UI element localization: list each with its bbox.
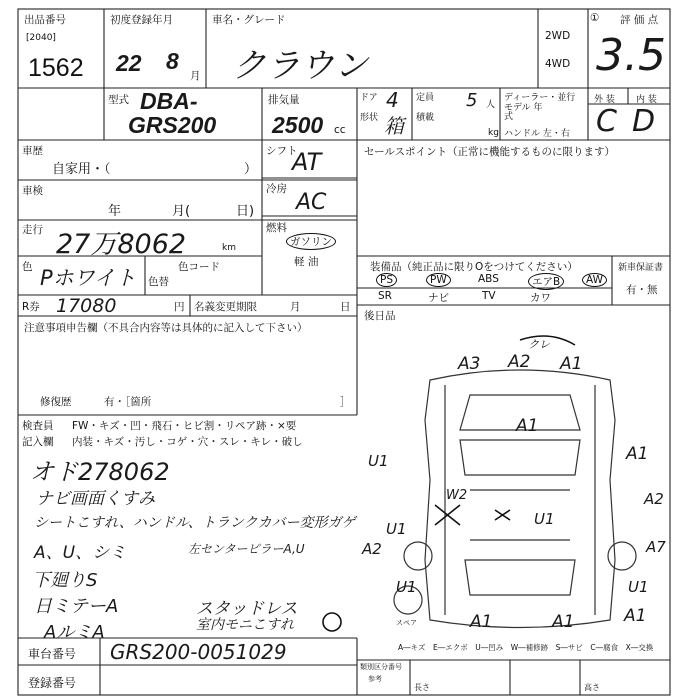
shift-label: シフト	[266, 145, 298, 157]
note-alloy: AルミA	[44, 622, 105, 643]
registration-year: 22	[116, 50, 142, 76]
diagram-mark: A1	[516, 416, 539, 436]
displacement-value: 2500	[272, 112, 324, 138]
interior-grade: D	[632, 104, 656, 139]
model-year-label: モデル 年式	[504, 103, 543, 122]
diagram-mark: A1	[624, 606, 647, 626]
fuel-label: 燃料	[266, 222, 287, 234]
diagram-mark: U1	[396, 578, 417, 596]
recycle-unit: 円	[174, 301, 185, 313]
drive-4wd: 4WD	[545, 58, 571, 70]
note-pillar: 左センターピラーA,U	[188, 542, 305, 556]
mileage-label: 走行	[22, 224, 43, 236]
chassis-label: 車台番号	[28, 647, 77, 661]
displacement-unit: cc	[334, 124, 346, 136]
diagram-top-note: クレ	[528, 338, 550, 351]
inspector-line-1: FW・キズ・凹・飛石・ヒビ割・リペア跡・×要	[72, 420, 297, 432]
interior-label: 内 装	[636, 95, 657, 105]
color-value: Pホワイト	[40, 266, 137, 290]
odometer-note: オド278062	[30, 458, 170, 486]
car-name: クラウン	[232, 46, 368, 86]
note-au: A、U、シミ	[34, 543, 127, 563]
equipment-label: 装備品（純正品に限りOをつけてください）	[370, 261, 578, 273]
spare-label: スペア	[396, 619, 417, 627]
load-unit: kg	[488, 128, 499, 138]
capacity-unit: 人	[486, 100, 496, 110]
later-items-label: 後日品	[364, 310, 396, 322]
equip-abs: ABS	[478, 273, 499, 285]
capacity-label: 定員	[416, 93, 435, 103]
repair-history-close: ］	[340, 396, 351, 408]
lot-sub-code: [2040]	[26, 33, 56, 43]
new-car-warranty-value: 有・無	[626, 284, 658, 296]
diagram-mark: A1	[552, 612, 575, 632]
diagram-mark: W2	[446, 488, 468, 503]
model-type-label: 型式	[108, 94, 129, 106]
displacement-label: 排気量	[268, 94, 300, 106]
ac-value: AC	[296, 190, 327, 215]
inspection-label: 車検	[22, 185, 43, 197]
footer-small-label-2: 参考	[368, 675, 382, 683]
new-car-warranty-label: 新車保証書	[618, 263, 664, 273]
diagram-mark: A1	[560, 354, 583, 374]
inspection-year: 年	[108, 204, 122, 219]
shape-value: 箱	[384, 114, 404, 138]
car-diagram	[394, 370, 636, 628]
diagram-mark: A3	[458, 354, 481, 374]
history-label: 車歴	[22, 145, 43, 157]
equip-ps: PS	[376, 273, 397, 287]
note-monitor: 室内モニこすれ	[196, 617, 294, 633]
inspector-label: 検査員	[22, 420, 54, 432]
inspection-month: 月(	[172, 204, 191, 219]
diagram-mark: A7	[646, 538, 666, 556]
equip-tv: TV	[482, 290, 496, 302]
equip-leather: カワ	[530, 292, 551, 304]
history-close: ）	[244, 162, 258, 177]
equip-sr: SR	[378, 290, 392, 302]
doors-value: 4	[386, 88, 399, 112]
registration-month: 8	[166, 48, 179, 74]
grade-label: 評 価 点	[620, 14, 659, 26]
recycle-value: 17080	[56, 295, 117, 317]
note-studless: スタッドレス	[196, 599, 298, 619]
registration-month-unit: 月	[190, 70, 201, 82]
mileage-value: 27万8062	[56, 229, 187, 260]
fuel-diesel: 軽 油	[294, 256, 319, 268]
fuel-petrol: ガソリン	[286, 233, 336, 250]
shape-label: 形状	[360, 113, 379, 123]
footer-height-label: 高さ	[584, 683, 600, 692]
diagram-mark: U1	[368, 452, 389, 470]
car-name-label: 車名・グレード	[212, 14, 286, 26]
chassis-number: GRS200-0051029	[110, 640, 287, 664]
diagram-mark: U1	[386, 520, 407, 538]
footer-length-label: 長さ	[414, 683, 430, 692]
registration-number-label: 登録番号	[28, 676, 77, 690]
lot-number: 1562	[28, 54, 84, 82]
diagram-mark: A2	[362, 540, 382, 558]
inspector-line-2: 内装・キズ・汚し・コゲ・穴・スレ・キレ・破し	[72, 436, 303, 448]
model-type-prefix: DBA-	[140, 88, 198, 114]
entry-label: 記入欄	[22, 436, 54, 448]
model-type-code: GRS200	[128, 112, 217, 138]
footer-small-label-1: 類別区分番号	[360, 663, 402, 671]
note-navi: ナビ画面くすみ	[36, 489, 155, 509]
repair-history-label: 修復歴	[40, 396, 72, 408]
color-code-label: 色コード	[178, 261, 220, 273]
diagram-mark: U1	[628, 578, 649, 596]
diagram-legend: A―キズ E―エクボ U―凹み W―補修跡 S―サビ C―腐食 X―交換	[398, 643, 654, 652]
selling-point-label: セールスポイント（正常に機能するものに限ります）	[364, 146, 616, 158]
drive-2wd: 2WD	[545, 30, 571, 42]
first-registration-label: 初度登録年月	[110, 14, 173, 26]
exterior-grade: C	[596, 104, 617, 139]
note-tail: 日ミテーA	[34, 596, 119, 617]
dealer-label: ディーラー・並行	[504, 93, 576, 103]
diagram-mark: U1	[534, 510, 555, 528]
equip-pw: PW	[426, 273, 451, 287]
equip-aw: AW	[582, 273, 607, 287]
name-change-label: 名義変更期限	[194, 301, 257, 313]
diagram-mark: A2	[508, 352, 531, 372]
repair-history-value: 有・［箇所	[104, 396, 152, 408]
mileage-unit: km	[222, 243, 236, 253]
name-change-month: 月	[290, 301, 301, 313]
note-underbody: 下廻りS	[32, 570, 98, 591]
diagram-mark: A2	[644, 490, 664, 508]
equip-navi: ナビ	[428, 292, 449, 304]
exterior-label: 外 装	[594, 95, 615, 105]
note-seat: シートこすれ、ハンドル、トランクカバー変形ガゲ	[34, 515, 356, 531]
grade-value: 3.5	[596, 30, 666, 81]
color-change-label: 色替	[148, 276, 169, 288]
notes-header: 注意事項申告欄（不具合内容等は具体的に記入して下さい）	[24, 322, 308, 334]
diagram-mark: A1	[626, 444, 649, 464]
capacity-value: 5	[466, 90, 478, 111]
lot-number-label: 出品番号	[24, 14, 66, 26]
name-change-day: 日	[340, 301, 351, 313]
equip-airbag: エアB	[528, 273, 564, 290]
color-label: 色	[22, 261, 33, 273]
load-label: 積載	[416, 113, 435, 123]
ac-label: 冷房	[266, 183, 287, 195]
shift-value: AT	[292, 148, 322, 176]
inspection-day: 日)	[236, 204, 255, 219]
history-value: 自家用・（	[52, 162, 111, 177]
doors-label: ドア	[360, 93, 378, 103]
recycle-label: R券	[22, 301, 40, 313]
handle-label: ハンドル 左・右	[504, 129, 570, 139]
diagram-mark: A1	[470, 612, 493, 632]
grade-circle-mark: ①	[590, 12, 600, 24]
